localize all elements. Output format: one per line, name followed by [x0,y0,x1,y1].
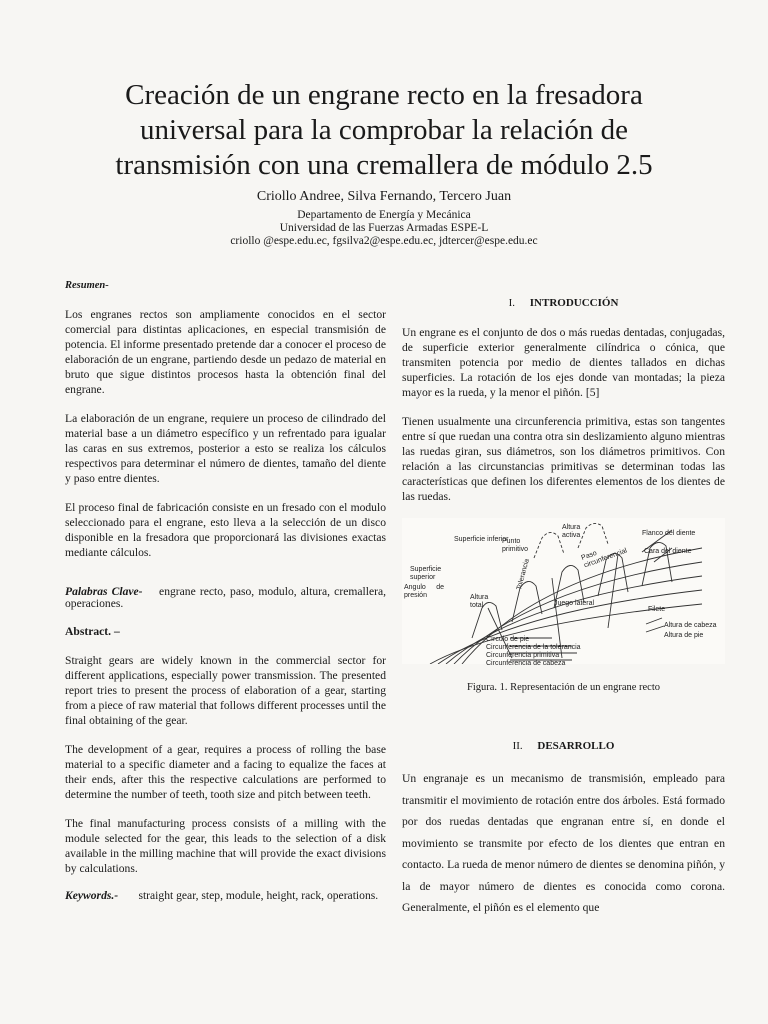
title-line-3: transmisión con una cremallera de módulo 2.5 [115,149,653,181]
label-altura-de-cabeza: Altura de cabeza [664,622,717,629]
section-desarrollo-heading [402,739,725,754]
abstract-label: Abstract. – [65,625,120,638]
resumen-paragraph-2: La elaboración de un engrane, requiere un proceso de cilindrado del material base a un diámetro específico y un refrentado para igualar las caras en sus extremos, posterior a esto se realiza los cálculos respectivos para determinar el número de dientes, tamaño del diente y paso entre dientes. [65,412,386,485]
label-circunferencia-primitiva: Circunferencia primitiva [486,652,560,659]
label-altura-total: Altura total [470,594,489,609]
label-flanco-del-diente: Flanco del diente [642,530,696,537]
label-circunferencia-tolerancia: Circunferencia de la tolerancia [486,644,581,651]
keywords [65,890,386,901]
keywords-label: Keywords.- [65,889,119,902]
affiliation [90,209,678,248]
label-circulo-de-pie: Círculo de pie [486,636,530,643]
label-altura-activa: Altura activa [562,524,581,539]
section-number: II. [512,740,523,752]
resumen-paragraph-3: El proceso final de fabricación consiste en un fresado con el modulo seleccionado para el engrane, esto lleva a la selección de un disco disponible en la fresadora que proporcionará las divisiones exactas mediante cálculos. [65,501,386,559]
paper-title [90,78,678,183]
department: Departamento de Energía y Mecánica [297,209,471,221]
palabras-clave-text: engrane recto, paso, modulo, altura, cremallera, operaciones. [65,585,386,610]
figure-caption: Figura. 1. Representación de un engrane recto [466,682,660,693]
abstract-paragraph-1: Straight gears are widely known in the commercial sector for different applications, especially power transmission. The presented report tries to present the process of elaboration of a gear, starting from a piece of raw material that follows different processes until the final obtaining of the gear. [65,654,386,727]
university: Universidad de las Fuerzas Armadas ESPE-L [279,222,489,234]
palabras-clave [65,586,386,610]
left-column [65,278,386,915]
section-name: DESARROLLO [537,740,615,752]
emails: criollo @espe.edu.ec, fgsilva2@espe.edu.ec, jdtercer@espe.edu.ec [230,235,538,247]
intro-paragraph-2: Tienen usualmente una circunferencia primitiva, estas son tangentes entre sí que ruedan una contra otra sin deslizamiento alguno mientras las ruedas giran, sus diámetros, son los diámetros primitivos. Con relación a las circunstancias primitivas se determinan todas las características que definen los diferentes elementos de los dientes de las ruedas. [402,415,725,503]
title-line-2: universal para la comprobar la relación de [140,114,628,146]
palabras-clave-label: Palabras Clave- [65,585,143,598]
right-column [402,296,725,933]
authors: Criollo Andree, Silva Fernando, Tercero Juan [256,189,512,204]
label-paso-circunferencial: Paso circunferencial [580,547,629,570]
intro-paragraph-1: Un engrane es el conjunto de dos o más ruedas dentadas, conjugadas, de superficie exterior generalmente cilíndrica o cónica, que transmiten potencia por medio de dientes tallados en dichas superficies. La rotación de los ejes donde van montadas; la pieza mayor es la rueda, y la menor el piñón. [5] [402,326,725,399]
resumen-label: Resumen- [65,280,109,291]
desarrollo-paragraph-1: Un engranaje es un mecanismo de transmisión, empleado para transmitir el movimiento de rotación entre dos árboles. Está formado por dos ruedas dentadas que engranan entre sí, en donde el movimiento se transmite por efecto de los dientes que entran en contacto. La rueda de menor número de dientes se denomina piñón, y la de mayor número de dientes es conocida como corona. Generalmente, el piñón es el elemento que [402,772,725,914]
section-introduccion-heading [402,296,725,311]
label-filete: Filete [648,606,666,613]
label-superficie-inferior: Superficie inferior [454,536,509,543]
label-superficie-superior: Superficie superior [410,566,442,581]
section-name: INTRODUCCIÓN [529,297,619,309]
label-juego-lateral: Juego lateral [554,600,595,607]
label-altura-de-pie: Altura de pie [664,632,704,639]
keywords-text: straight gear, step, module, height, rack, operations. [138,889,379,902]
abstract-paragraph-2: The development of a gear, requires a process of rolling the base material to a specific diameter and a facing to equalize the faces at their ends, after this the respective calculations are performed to determine the number of teeth, tooth size and pitch between teeth. [65,743,386,801]
label-punto-primitivo: Punto primitivo [502,538,529,553]
section-number: I. [508,297,516,309]
resumen-paragraph-1: Los engranes rectos son ampliamente conocidos en el sector comercial para distintas aplicaciones, en especial transmisión de potencia. El informe presentado pretende dar a conocer el proceso de elaboración de un engrane, partiendo desde un pedazo de material en bruto que sigue distintos procesos hasta la obtención final del engrane. [65,308,386,396]
label-angulo-de-presion: Angulo de presión [404,584,444,599]
label-cara-del-diente: Cara del diente [644,548,692,555]
abstract-paragraph-3: The final manufacturing process consists of a milling with the module selected for the gear, this leads to the selection of a disk available in the milling machine that will provide the exact divisions by calculations. [65,817,386,875]
gear-figure [402,518,725,667]
label-circunferencia-cabeza: Circunferencia de cabeza [486,660,566,667]
title-line-1: Creación de un engrane recto en la fresadora [125,79,643,111]
label-tolerancia: Tolerancia [515,558,531,591]
